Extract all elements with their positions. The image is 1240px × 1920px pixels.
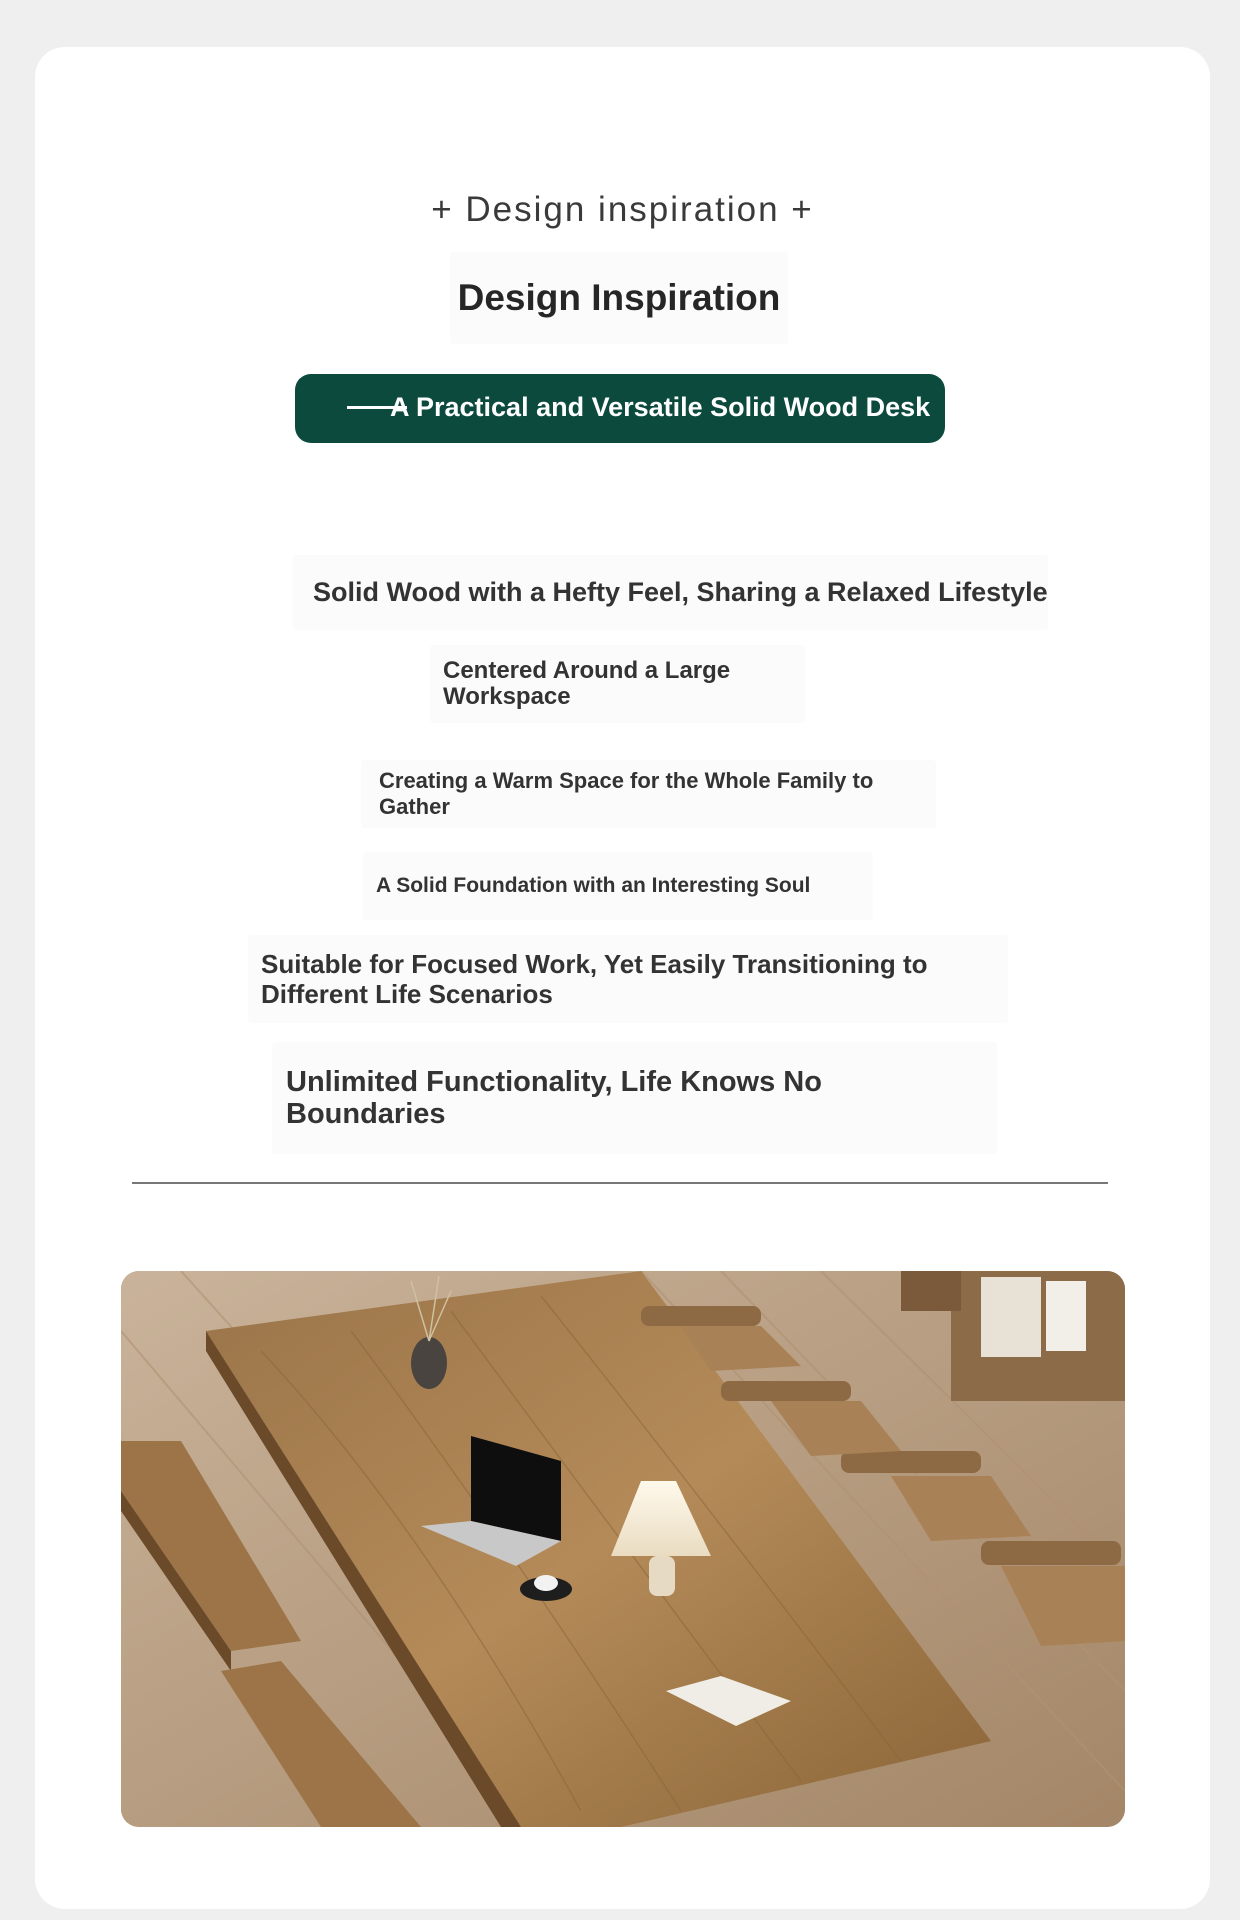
subtitle-pill xyxy=(295,374,945,443)
product-photo xyxy=(121,1271,1125,1827)
pill-text: A Practical and Versatile Solid Wood Desk xyxy=(390,392,931,422)
content-card xyxy=(35,47,1210,1909)
feature-line-1: Solid Wood with a Hefty Feel, Sharing a Relaxed Lifestyle xyxy=(293,555,1048,630)
feature-line-5: Suitable for Focused Work, Yet Easily Transitioning to Different Life Scenarios xyxy=(248,935,1008,1023)
page-title: Design Inspiration xyxy=(457,277,781,318)
design-kicker: + Design inspiration + xyxy=(431,190,814,229)
feature-line-2: Centered Around a Large Workspace xyxy=(430,645,805,723)
wood-desk-illustration xyxy=(121,1271,1125,1827)
feature-line-4: A Solid Foundation with an Interesting Soul xyxy=(363,852,873,920)
section-divider xyxy=(132,1182,1108,1184)
feature-line-6: Unlimited Functionality, Life Knows No Boundaries xyxy=(272,1042,997,1154)
title-band xyxy=(450,252,788,344)
feature-line-3: Creating a Warm Space for the Whole Family to Gather xyxy=(361,760,936,828)
